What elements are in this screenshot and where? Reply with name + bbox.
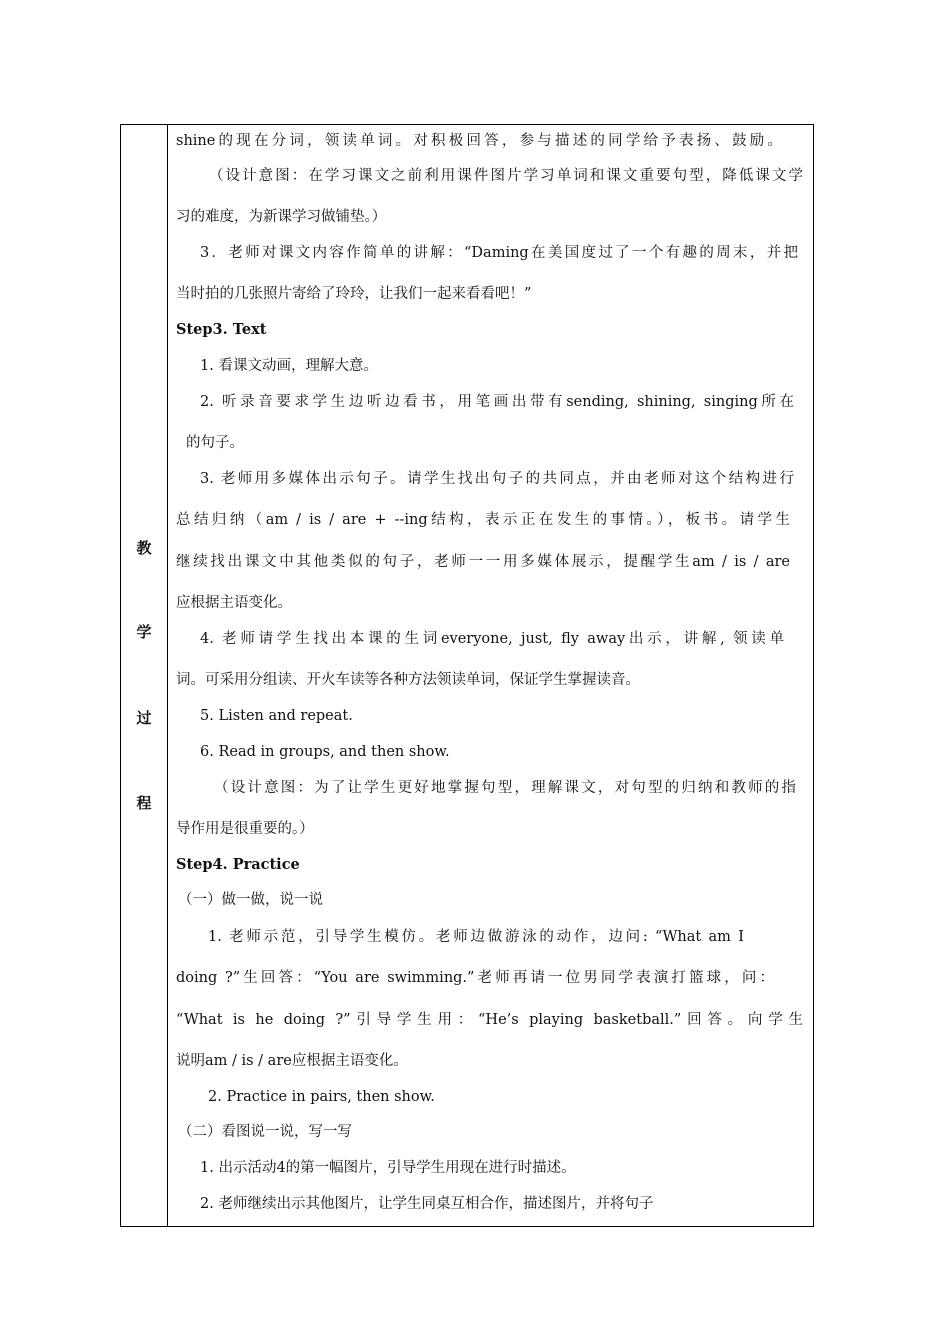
text-line: 当时拍的几张照片寄给了玲玲，让我们一起来看看吧！” <box>176 286 532 302</box>
text-line: 3. 老师用多媒体出示句子。请学生找出句子的共同点，并由老师对这个结构进行 <box>200 471 794 487</box>
section-label-char: 学 <box>136 623 152 641</box>
text-line: （设计意图：为了让学生更好地掌握句型，理解课文，对句型的归纳和教师的指 <box>214 780 796 796</box>
text-line: doing ?”生回答：“You are swimming.”老师再请一位男同学表演打篮球，问： <box>176 970 774 986</box>
text-line: 1. 出示活动4的第一幅图片，引导学生用现在进行时描述。 <box>200 1160 576 1176</box>
section-label-char: 程 <box>136 794 152 812</box>
text-line: shine的现在分词，领读单词。对积极回答，参与描述的同学给予表扬、鼓励。 <box>176 133 782 149</box>
text-line: 1. 老师示范，引导学生模仿。老师边做游泳的动作，边问: “What am I <box>208 929 744 945</box>
text-line: 的句子。 <box>186 435 244 451</box>
text-line: 3．老师对课文内容作简单的讲解：“Daming在美国度过了一个有趣的周末，并把 <box>200 245 798 261</box>
text-line: 导作用是很重要的。） <box>176 821 314 837</box>
text-line: 习的难度，为新课学习做铺垫。） <box>176 209 387 225</box>
step-heading: Step4. Practice <box>176 856 300 873</box>
text-line: 1. 看课文动画，理解大意。 <box>200 358 378 374</box>
section-label-char: 过 <box>136 709 152 727</box>
text-line: 2. Practice in pairs, then show. <box>208 1089 435 1105</box>
text-line: 4. 老师请学生找出本课的生词everyone, just, fly away出示，讲解, 领读单 <box>200 631 784 647</box>
text-line: （设计意图：在学习课文之前利用课件图片学习单词和课文重要句型，降低课文学 <box>209 168 803 184</box>
text-line: 2. 听录音要求学生边听边看书，用笔画出带有sending, shining, singing所在 <box>200 394 794 410</box>
text-line: 应根据主语变化。 <box>176 595 292 611</box>
text-line: “What is he doing ?”引导学生用：“He’s playing basketball.”回答。向学生 <box>176 1012 803 1028</box>
section-label-char: 教 <box>136 539 152 557</box>
column-divider <box>167 125 168 1226</box>
text-line: 6. Read in groups, and then show. <box>200 744 450 760</box>
text-line: 说明am / is / are应根据主语变化。 <box>176 1053 408 1069</box>
text-line: 词。可采用分组读、开火车读等各种方法领读单词，保证学生掌握读音。 <box>176 672 640 688</box>
text-line: 总结归纳（am / is / are + --ing结构，表示正在发生的事情。），板书。请学生 <box>176 512 790 528</box>
text-line: （一）做一做，说一说 <box>178 892 323 908</box>
step-heading: Step3. Text <box>176 321 267 338</box>
text-line: 2. 老师继续出示其他图片，让学生同桌互相合作，描述图片，并将句子 <box>200 1196 654 1212</box>
text-line: 5. Listen and repeat. <box>200 708 353 724</box>
text-line: （二）看图说一说，写一写 <box>178 1124 352 1140</box>
text-line: 继续找出课文中其他类似的句子，老师一一用多媒体展示，提醒学生am / is / are <box>176 554 790 570</box>
